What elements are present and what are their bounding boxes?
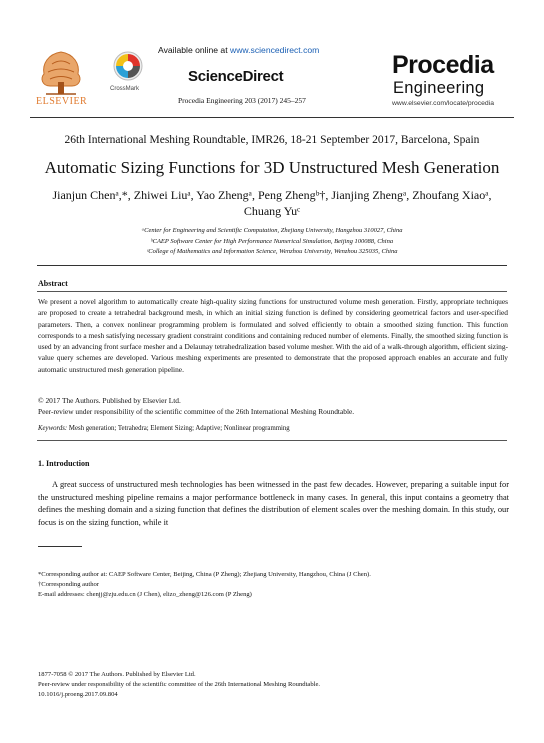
procedia-subtitle: Engineering bbox=[393, 79, 485, 97]
affiliation-a: ᵃCenter for Engineering and Scientific Computation, Zhejiang University, Hangzhou 310027, China bbox=[141, 227, 403, 234]
abstract-divider bbox=[37, 291, 507, 292]
section-heading-introduction: 1. Introduction bbox=[38, 459, 90, 468]
crossmark-label: CrossMark bbox=[110, 86, 140, 92]
header-divider bbox=[30, 117, 514, 118]
issn-line: 1877-7058 © 2017 The Authors. Published by Elsevier Ltd. bbox=[38, 671, 196, 678]
abstract-heading: Abstract bbox=[38, 279, 68, 288]
crossmark-icon[interactable] bbox=[112, 50, 144, 88]
author-list: Jianjun Chenᵃ,*, Zhiwei Liuᵃ, Yao Zhengᵃ, Peng Zhengᵇ†, Jianjing Zhengᵃ, Zhoufang Xiaoᵃ, Chuang Yuᶜ bbox=[52, 188, 492, 218]
available-online-line bbox=[158, 45, 319, 55]
copyright-line: © 2017 The Authors. Published by Elsevier Ltd. bbox=[38, 396, 181, 405]
footnotes bbox=[38, 570, 508, 599]
sciencedirect-brand: ScienceDirect bbox=[188, 68, 284, 85]
title-divider bbox=[37, 265, 507, 266]
introduction-paragraph: A great success of unstructured mesh technologies has been witnessed in the past few decades. However, preparing a suitable input for the unstructured meshing pipeline remains a major performance bottleneck in many cases. In general, this input contains a geometry that defines the meshing domain and a sizing function that defines the distribution of element scales over the meshing domain. In this study, our focus is on the sizing function, while it bbox=[38, 480, 509, 527]
doi-line[interactable]: 10.1016/j.proeng.2017.09.804 bbox=[38, 690, 118, 698]
available-prefix: Available online at bbox=[158, 45, 230, 55]
copyright-block bbox=[38, 396, 508, 417]
paper-title: Automatic Sizing Functions for 3D Unstructured Mesh Generation bbox=[44, 158, 500, 177]
peer-review-note: Peer-review under responsibility of the scientific committee of the 26th International Meshing Roundtable. bbox=[38, 680, 321, 688]
keywords-label: Keywords: bbox=[38, 425, 68, 432]
affiliation-b: ᵇCAEP Software Center for High Performance Numerical Simulation, Beijing 100088, China bbox=[150, 237, 394, 245]
abstract-body: We present a novel algorithm to automatically create high-quality sizing functions for unstructured volume mesh generation. Firstly, appropriate techniques are proposed to create a tetrahedral background mesh, in which an initial sizing function is defined by considering geometrical factors and user-specified parameters. Then, a convex nonlinear programming problem is formulated and solved efficiently to obtain a smoothed sizing function. This function corresponds to a mesh satisfying necessary gradient constraint conditions and containing reduced number of elements. Finally, the smoothed sizing function is used by an advancing front surface mesher and a Delaunay tetrahedralization based volume mesher. With the aid of a walk-through algorithm, efficient sizing-value query schemes are developed. Various meshing experiments are presented to demonstrate that the proposed approach enables an accurate and fully automatic unstructured mesh generation pipeline. bbox=[38, 297, 508, 374]
conference-line: 26th International Meshing Roundtable, IMR26, 18-21 September 2017, Barcelona, Spain bbox=[64, 134, 480, 146]
peer-review-line: Peer-review under responsibility of the scientific committee of the 26th International Meshing Roundtable. bbox=[38, 406, 355, 416]
keywords-line bbox=[38, 425, 508, 432]
keywords-list: Mesh generation; Tetrahedra; Element Sizing; Adaptive; Nonlinear programming bbox=[67, 425, 290, 432]
footnote-corresponding: *Corresponding author at: CAEP Software Center, Beijing, China (P Zheng); Zhejiang University, Hangzhou, China (J Chen). bbox=[38, 571, 371, 578]
elsevier-wordmark: ELSEVIER bbox=[36, 96, 88, 107]
journal-reference: Procedia Engineering 203 (2017) 245–257 bbox=[178, 96, 306, 105]
footnote-divider bbox=[38, 546, 82, 547]
sciencedirect-link[interactable]: www.sciencedirect.com bbox=[230, 45, 320, 55]
footnote-corresponding-2: †Corresponding author bbox=[38, 580, 99, 588]
publication-notes bbox=[38, 670, 508, 699]
procedia-title: Procedia bbox=[392, 51, 494, 79]
affiliations bbox=[40, 226, 504, 258]
affiliation-c: ᶜCollege of Mathematics and Information Science, Wenzhou University, Wenzhou 325035, China bbox=[146, 248, 398, 255]
keywords-divider bbox=[37, 440, 507, 441]
footnote-email: E-mail addresses: chenjj@zju.edu.cn (J Chen), elizo_zheng@126.com (P Zheng) bbox=[38, 590, 252, 598]
procedia-url[interactable]: www.elsevier.com/locate/procedia bbox=[392, 100, 494, 107]
